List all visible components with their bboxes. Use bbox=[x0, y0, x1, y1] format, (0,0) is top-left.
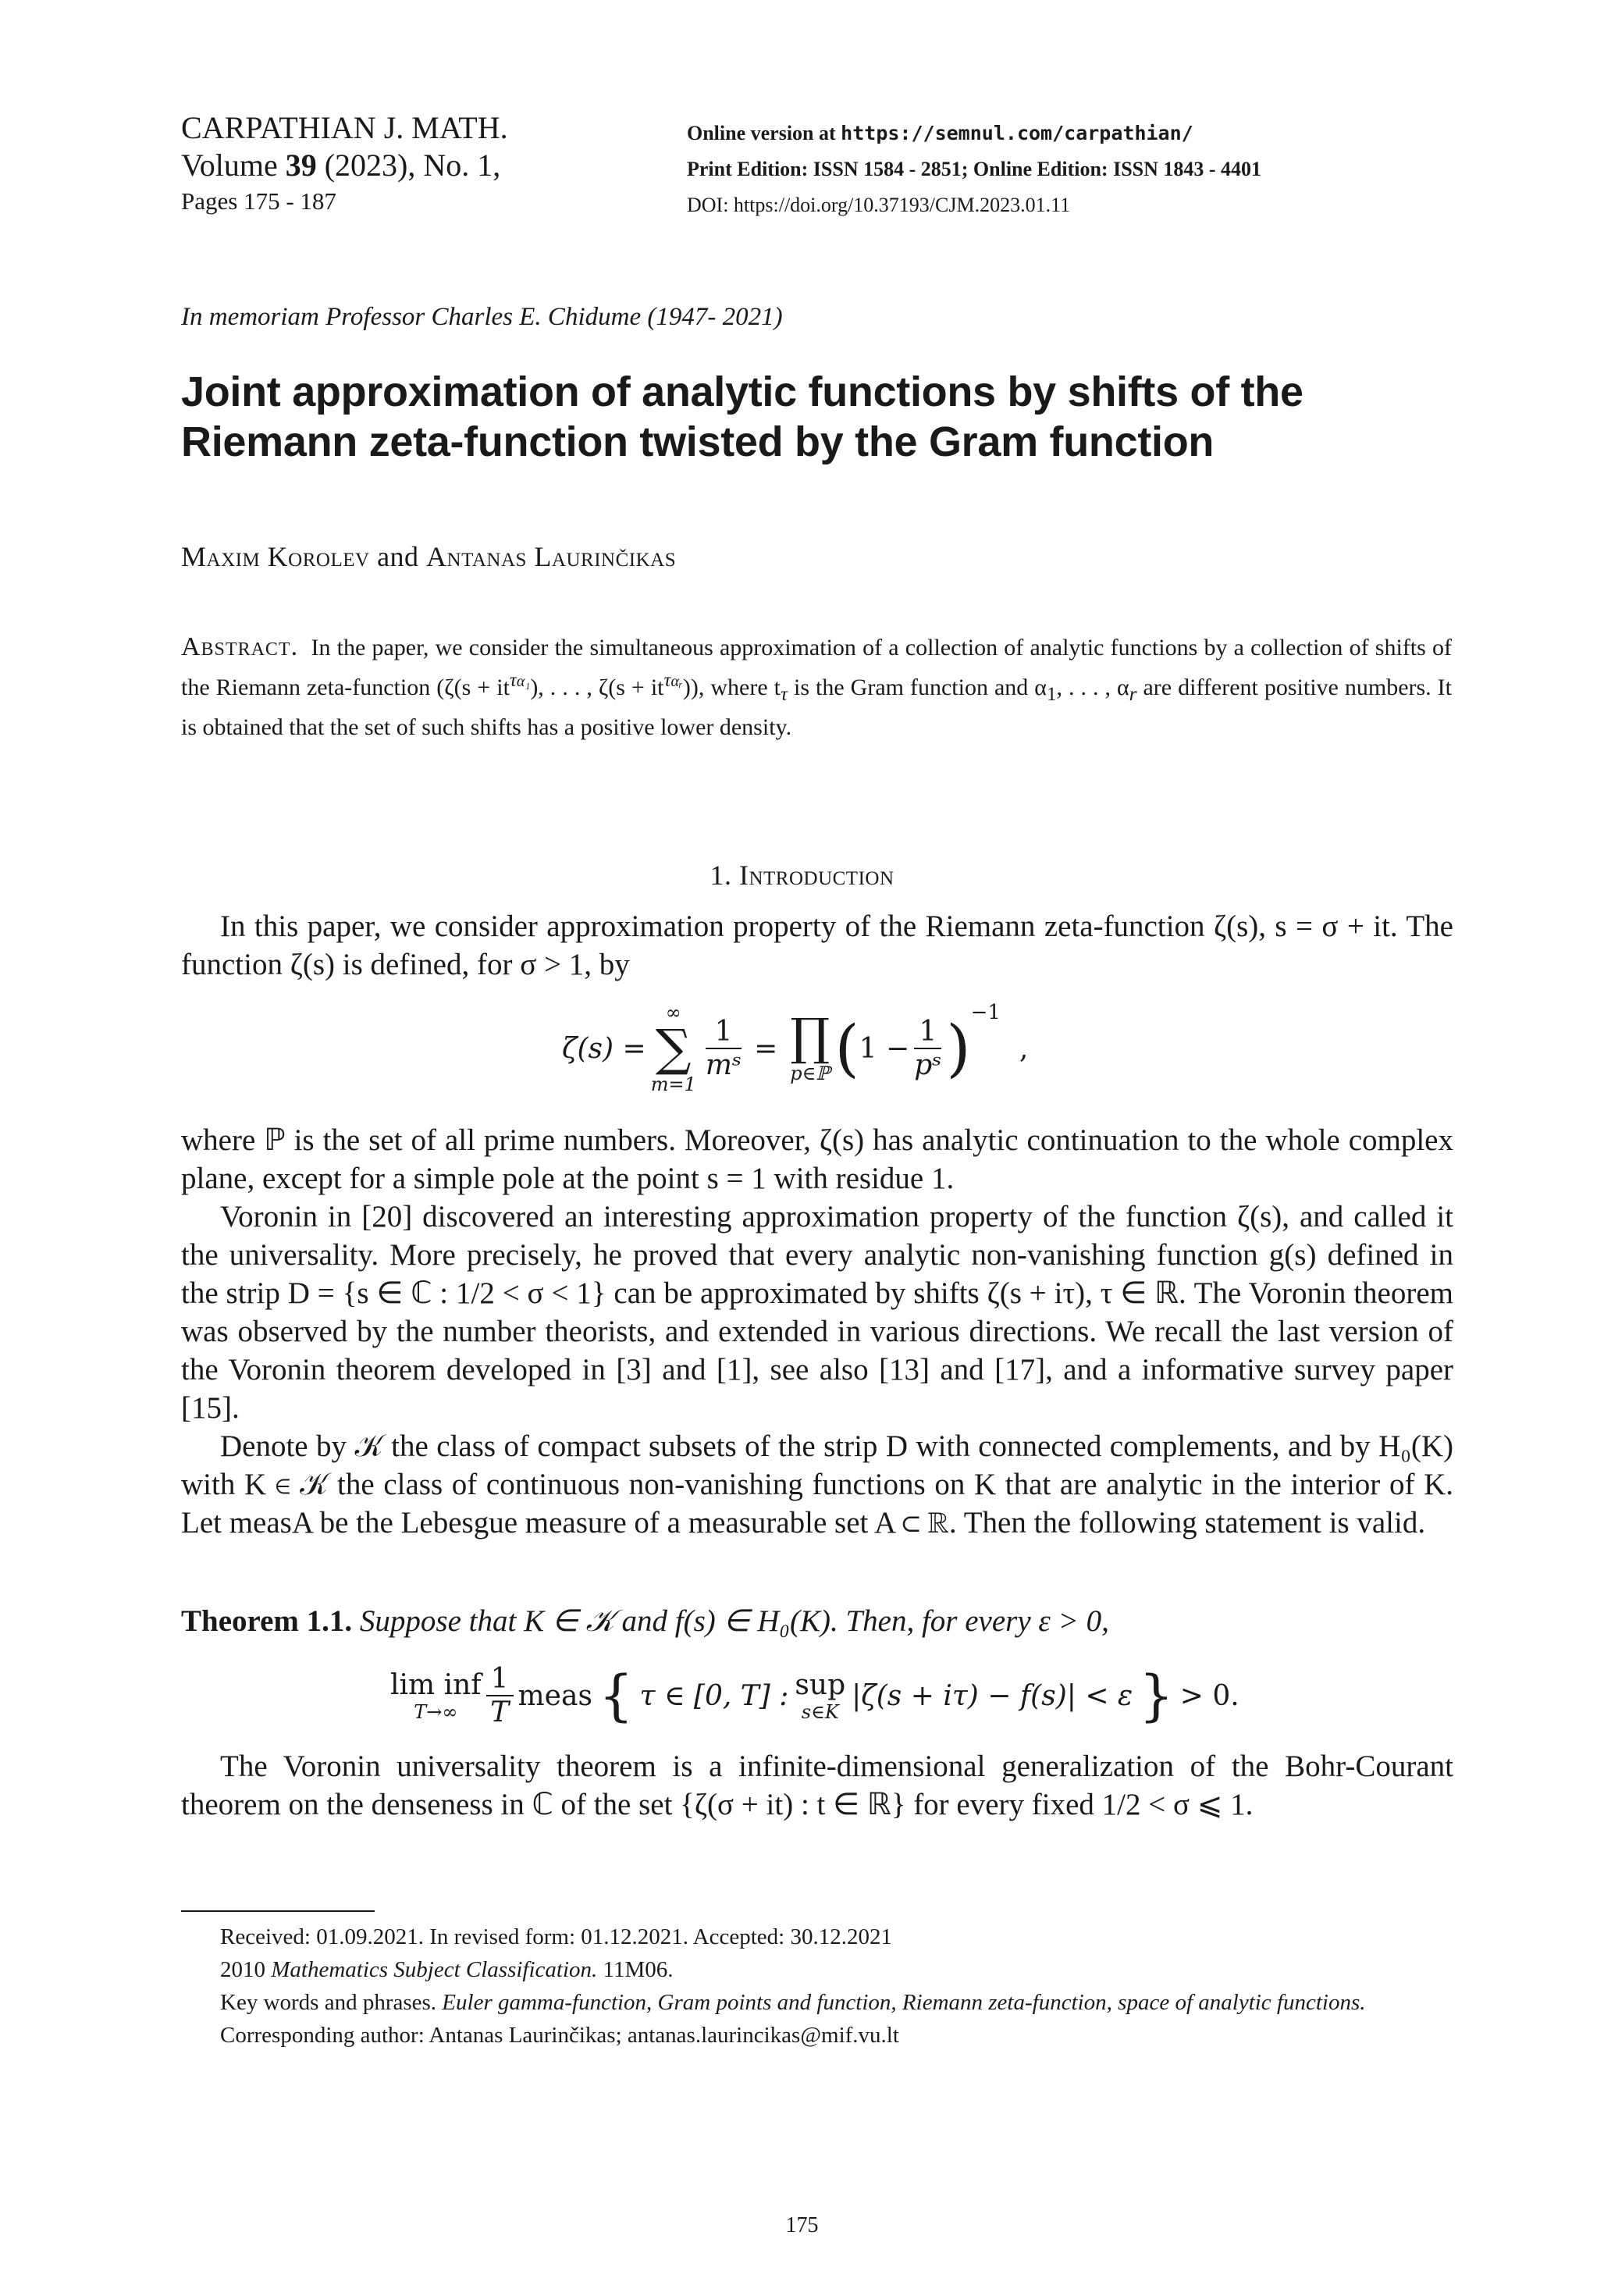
intro-paragraph-1a: In this paper, we consider approximation property of the Riemann zeta-function ζ(s), s = σ + it. The function ζ(s) is defined, for σ > 1, by bbox=[181, 910, 1453, 981]
footnote-received: Received: 01.09.2021. In revised form: 01.12.2021. Accepted: 30.12.2021 bbox=[220, 1924, 892, 1949]
intro-paragraph-3: Denote by 𝒦 the class of compact subsets of the strip D with connected complements, and by H₀(K) with K ∈ 𝒦 the class of continuous non-vanishing functions on K that are analytic in the interior of K. Let measA be the Lebesgue measure of a measurable set A ⊂ ℝ. Then the following statement is valid. bbox=[181, 1429, 1453, 1540]
sup-operator: sup s∈K bbox=[795, 1668, 846, 1723]
volume-number: 39 bbox=[285, 148, 317, 183]
intro-paragraph-1b: where ℙ is the set of all prime numbers. Moreover, ζ(s) has analytic continuation to the whole complex plane, except for a simple pole at the point s = 1 with residue 1. bbox=[181, 1123, 1453, 1195]
issn-line: Print Edition: ISSN 1584 - 2851; Online Edition: ISSN 1843 - 4401 bbox=[687, 158, 1262, 180]
fraction-1-over-m-s: $\frac{1}{\text{mˢ}}$ bbox=[705, 1016, 742, 1081]
footnote-keywords: Key words and phrases. Euler gamma-function, Gram points and function, Riemann zeta-function, space of analytic functions. bbox=[220, 1990, 1366, 2015]
intro-paragraph-4: The Voronin universality theorem is a infinite-dimensional generalization of the Bohr-Courant theorem on the denseness in ℂ of the set {ζ(σ + it) : t ∈ ℝ} for every fixed 1/2 < σ ⩽ 1. bbox=[181, 1750, 1453, 1821]
footnote-corresponding-author: Corresponding author: Antanas Laurinčikas; antanas.laurincikas@mif.vu.lt bbox=[220, 2023, 899, 2048]
section-heading-introduction: 1. Introduction bbox=[710, 860, 894, 891]
theorem-1-1 bbox=[181, 1602, 1453, 1640]
fraction-1-over-p-s: $\frac{1}{\text{pˢ}}$ bbox=[914, 1016, 942, 1081]
fraction-1-over-T: $\frac{1}{T}$ bbox=[486, 1663, 514, 1728]
theorem-statement: Suppose that K ∈ 𝒦 and f(s) ∈ H₀(K). Then, for every ε > 0, bbox=[359, 1604, 1109, 1638]
equation-universality: lim inf T→∞ $\frac{1}{T}$ meas { τ ∈ [0, T] : sup s∈K |ζ(s + iτ) − f(s)| < ε } > 0. bbox=[390, 1663, 1239, 1728]
author-2: Antanas Laurinčikas bbox=[426, 541, 677, 572]
abstract: Abstract. In the paper, we consider the simultaneous approximation of a collection of analytic functions by a collection of shifts of the Riemann zeta-function ($\zeta(s + it^{\tau\alpha_1})$, . . . , $\zeta(s + it^{\tau\alpha ᵣ})$), where $t_\tau$ is the Gram function and $\alpha_1$, . . . , $\alpha_r$ are different positive numbers. It is obtained that the set of such shifts has a positive lower density. bbox=[181, 632, 1452, 740]
page-number: 175 bbox=[785, 2213, 819, 2237]
journal-header-left bbox=[181, 109, 508, 219]
footnotes bbox=[181, 1920, 1453, 2052]
online-version-line: Online version at https://semnul.com/carpathian/ bbox=[687, 122, 1193, 144]
abstract-label: Abstract. bbox=[181, 632, 299, 661]
footnote-rule bbox=[181, 1910, 375, 1912]
journal-header-right bbox=[687, 116, 1261, 223]
volume-line: Volume 39 (2023), No. 1, bbox=[181, 148, 501, 183]
online-url-link[interactable]: https://semnul.com/carpathian/ bbox=[841, 122, 1193, 144]
intro-paragraph-2: Voronin in [20] discovered an interesting approximation property of the function ζ(s), and called it the universality. More precisely, he proved that every analytic non-vanishing function g(s) defined in the strip D = {s ∈ ℂ : 1/2 < σ < 1} can be approximated by shifts ζ(s + iτ), τ ∈ ℝ. The Voronin theorem was observed by the number theorists, and extended in various directions. We recall the last version of the Voronin theorem developed in [3] and [1], see also [13] and [17], and a informative survey paper [15]. bbox=[181, 1200, 1453, 1425]
journal-name: CARPATHIAN J. MATH. bbox=[181, 110, 508, 145]
product-operator: ∏ p∈ℙ bbox=[790, 1009, 830, 1084]
theorem-label: Theorem 1.1. bbox=[181, 1604, 353, 1638]
paper-title: Joint approximation of analytic functions by shifts of the Riemann zeta-function twisted by the Gram function bbox=[181, 368, 1303, 465]
memoriam-dedication: In memoriam Professor Charles E. Chidume (1947- 2021) bbox=[181, 303, 783, 331]
authors-line: Maxim Korolev and Antanas Laurinčikas bbox=[181, 541, 677, 572]
doi-line[interactable]: DOI: https://doi.org/10.37193/CJM.2023.01.11 bbox=[687, 194, 1071, 216]
liminf-operator: lim inf T→∞ bbox=[390, 1668, 482, 1723]
pages-line: Pages 175 - 187 bbox=[181, 187, 336, 215]
equation-zeta-definition: ζ(s) = ∞ ∑ m=1 $\frac{1}{\text{mˢ}}$ = ∏ p∈ℙ ( 1 − $\frac{1}{\text{pˢ}}$ ) $^{-1}$ , bbox=[562, 1001, 1029, 1095]
author-1: Maxim Korolev bbox=[181, 541, 370, 572]
sum-operator: ∞ ∑ m=1 bbox=[650, 1002, 696, 1095]
footnote-msc: 2010 Mathematics Subject Classification. 11M06. bbox=[220, 1957, 674, 1982]
